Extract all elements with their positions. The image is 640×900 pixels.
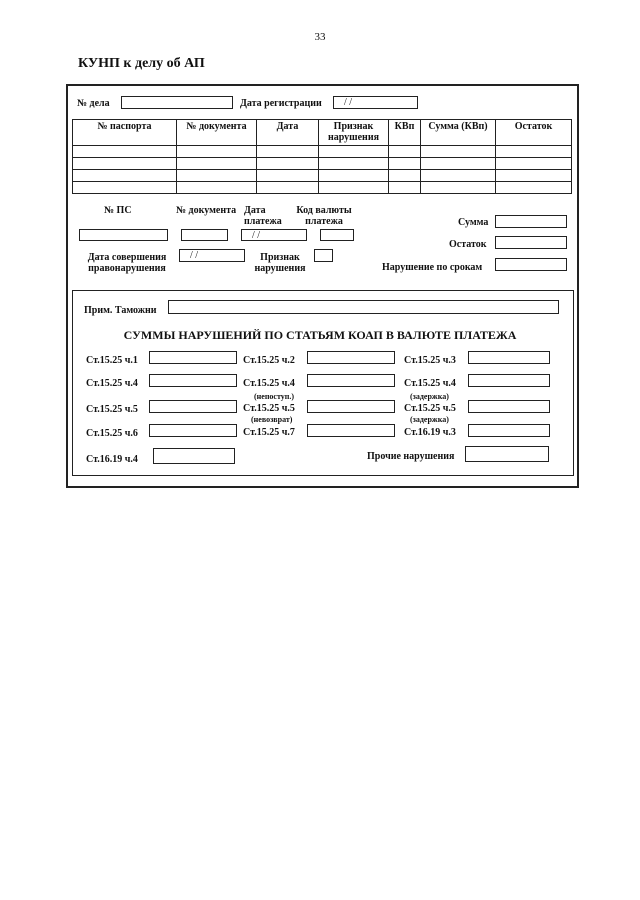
table-cell[interactable] — [389, 158, 421, 170]
delay-note: (задержка) — [410, 392, 449, 401]
article-1525-6-field[interactable] — [149, 424, 237, 437]
article-1525-5-nonreturn-label: Ст.15.25 ч.5 — [243, 403, 295, 414]
column-header: Признак нарушения — [319, 120, 389, 146]
column-header: Дата — [257, 120, 319, 146]
table-cell[interactable] — [73, 182, 177, 194]
article-1525-4-label: Ст.15.25 ч.4 — [86, 378, 138, 389]
document-number-label: № документа — [176, 205, 237, 216]
table-cell[interactable] — [319, 158, 389, 170]
offense-date-field[interactable]: / / — [179, 249, 245, 262]
table-cell[interactable] — [73, 170, 177, 182]
article-1619-4-field[interactable] — [153, 448, 235, 464]
table-cell[interactable] — [496, 158, 572, 170]
article-1525-2-field[interactable] — [307, 351, 395, 364]
other-violations-field[interactable] — [465, 446, 549, 462]
document-number-field[interactable] — [181, 229, 228, 241]
ps-number-label: № ПС — [104, 205, 132, 216]
column-header: № паспорта — [73, 120, 177, 146]
article-1525-5-delay-label: Ст.15.25 ч.5 — [404, 403, 456, 414]
column-header: Сумма (КВп) — [421, 120, 496, 146]
table-cell[interactable] — [421, 182, 496, 194]
table-row — [73, 182, 572, 194]
term-violation-field[interactable] — [495, 258, 567, 271]
customs-note-field[interactable] — [168, 300, 559, 314]
article-1525-4-field[interactable] — [149, 374, 237, 387]
table-cell[interactable] — [177, 182, 257, 194]
table-cell[interactable] — [177, 158, 257, 170]
registration-date-label: Дата регистрации — [240, 98, 322, 109]
article-1525-4-nonreceipt-field[interactable] — [307, 374, 395, 387]
article-1525-5-nonreturn-field[interactable] — [307, 400, 395, 413]
table-cell[interactable] — [257, 182, 319, 194]
article-1525-5-field[interactable] — [149, 400, 237, 413]
registration-date-field[interactable]: / / — [333, 96, 418, 109]
table-cell[interactable] — [389, 146, 421, 158]
table-cell[interactable] — [257, 170, 319, 182]
article-1525-6-label: Ст.15.25 ч.6 — [86, 428, 138, 439]
column-header: КВп — [389, 120, 421, 146]
table-row — [73, 146, 572, 158]
table-cell[interactable] — [177, 146, 257, 158]
table-cell[interactable] — [496, 182, 572, 194]
customs-note-label: Прим. Таможни — [84, 305, 157, 316]
table-cell[interactable] — [389, 182, 421, 194]
delay-note: (задержка) — [410, 415, 449, 424]
table-cell[interactable] — [319, 146, 389, 158]
case-number-label: № дела — [77, 98, 110, 109]
document-title: КУНП к делу об АП — [78, 56, 205, 71]
table-row — [73, 170, 572, 182]
violation-sign-field[interactable] — [314, 249, 333, 262]
article-1525-2-label: Ст.15.25 ч.2 — [243, 355, 295, 366]
table-cell[interactable] — [421, 146, 496, 158]
table-cell[interactable] — [257, 158, 319, 170]
remainder-field[interactable] — [495, 236, 567, 249]
article-1525-7-label: Ст.15.25 ч.7 — [243, 427, 295, 438]
nonreceipt-note: (непоступ.) — [254, 392, 295, 401]
table-cell[interactable] — [73, 146, 177, 158]
page-number: 33 — [314, 31, 326, 43]
table-cell[interactable] — [421, 158, 496, 170]
article-1525-4-delay-field[interactable] — [468, 374, 550, 387]
article-1525-4-nonreceipt-label: Ст.15.25 ч.4 — [243, 378, 295, 389]
table-cell[interactable] — [389, 170, 421, 182]
currency-code-field[interactable] — [320, 229, 354, 241]
sum-field[interactable] — [495, 215, 567, 228]
article-1525-1-label: Ст.15.25 ч.1 — [86, 355, 138, 366]
table-cell[interactable] — [496, 146, 572, 158]
article-1525-7-field[interactable] — [307, 424, 395, 437]
term-violation-label: Нарушение по срокам — [382, 262, 483, 273]
column-header: № документа — [177, 120, 257, 146]
ps-number-field[interactable] — [79, 229, 168, 241]
column-header: Остаток — [496, 120, 572, 146]
article-1525-3-field[interactable] — [468, 351, 550, 364]
table-cell[interactable] — [496, 170, 572, 182]
nonreturn-note: (невозврат) — [251, 415, 293, 424]
table-cell[interactable] — [177, 170, 257, 182]
article-1525-5-delay-field[interactable] — [468, 400, 550, 413]
passport-table — [72, 119, 572, 194]
article-1525-4-delay-label: Ст.15.25 ч.4 — [404, 378, 456, 389]
table-row — [73, 158, 572, 170]
table-cell[interactable] — [319, 182, 389, 194]
table-cell[interactable] — [319, 170, 389, 182]
payment-date-field[interactable]: / / — [241, 229, 307, 241]
sum-label: Сумма — [458, 217, 489, 228]
other-violations-label: Прочие нарушения — [367, 451, 455, 462]
article-1619-4-label: Ст.16.19 ч.4 — [86, 454, 138, 465]
violation-sign-label: Признак нарушения — [254, 252, 306, 274]
payment-date-label: Дата платежа — [244, 205, 282, 227]
table-header-row — [73, 120, 572, 146]
article-1525-5-label: Ст.15.25 ч.5 — [86, 404, 138, 415]
offense-date-label: Дата совершения правонарушения — [87, 252, 167, 274]
table-cell[interactable] — [421, 170, 496, 182]
article-1619-3-label: Ст.16.19 ч.3 — [404, 427, 456, 438]
table-cell[interactable] — [73, 158, 177, 170]
article-1619-3-field[interactable] — [468, 424, 550, 437]
currency-code-label: Код валюты платежа — [296, 205, 352, 227]
remainder-label: Остаток — [449, 239, 487, 250]
table-cell[interactable] — [257, 146, 319, 158]
article-1525-3-label: Ст.15.25 ч.3 — [404, 355, 456, 366]
article-1525-1-field[interactable] — [149, 351, 237, 364]
customs-heading: СУММЫ НАРУШЕНИЙ ПО СТАТЬЯМ КОАП В ВАЛЮТЕ ПЛАТЕЖА — [123, 328, 517, 342]
case-number-field[interactable] — [121, 96, 233, 109]
